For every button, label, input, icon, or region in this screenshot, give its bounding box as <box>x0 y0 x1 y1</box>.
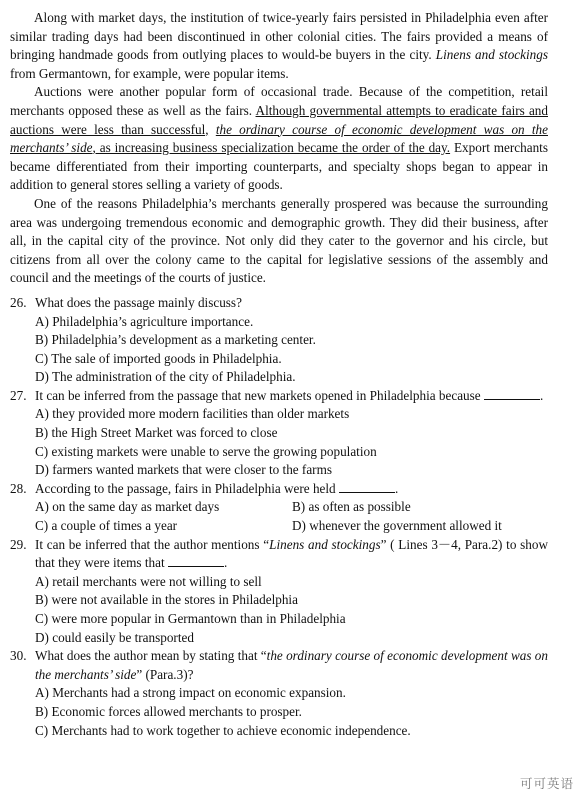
underlined-text: Although governmental attempts to eradicate fairs and auctions were less than successful, <box>10 102 548 137</box>
question-block <box>10 647 548 740</box>
watermark-logo: 可可英语 <box>519 776 574 792</box>
question-block <box>10 387 548 480</box>
text-run <box>209 122 216 137</box>
italic-text: Linens and stockings <box>435 47 548 63</box>
answer-option: B) were not available in the stores in Philadelphia <box>35 592 298 608</box>
question-stem <box>10 480 548 499</box>
answer-option: C) Merchants had to work together to achieve economic independence. <box>35 722 411 738</box>
text-run: One of the reasons Philadelphia’s merchants generally prospered was because the surrounding area was undergoing tremendous economic and demographic growth. They did their business, after all, in the capital city of the province. Not only did they cater to the governor and his circle, but citizens from all over the colony came to the capital for legislative sessions of the assembly and council and the meetings of the courts of justice. <box>10 195 548 286</box>
underlined-text: , as increasing business specialization became the order of the day. <box>92 140 451 156</box>
italic-text: Linens and stockings <box>269 536 381 552</box>
answer-option: A) Merchants had a strong impact on economic expansion. <box>35 685 346 701</box>
question-block <box>10 294 548 387</box>
text-run: . <box>223 555 228 571</box>
answer-blank <box>339 480 395 493</box>
text-run: What does the author mean by stating that “ <box>35 648 267 664</box>
text-run: ” ( Lines 3－4, Para.2) to show that they were items that <box>35 536 548 571</box>
question-stem <box>10 647 548 684</box>
question-stem <box>10 387 548 406</box>
answer-option: A) they provided more modern facilities than older markets <box>35 406 350 422</box>
answer-blank <box>168 554 224 567</box>
answer-option: C) The sale of imported goods in Philadelphia. <box>35 350 282 366</box>
answer-option-row <box>10 498 548 517</box>
answer-option: C) were more popular in Germantown than in Philadelphia <box>35 611 346 626</box>
text-run: Export merchants became differentiated from their importing counterparts, and specialty shops began to appear in addition to general stores selling a variety of goods. <box>10 140 548 193</box>
question-block <box>10 536 548 648</box>
question-number: 26. <box>10 294 27 310</box>
text-run: Along with market days, the institution of twice-yearly fairs persisted in Philadelphia even after similar trading days had been discontinued in other colonial cities. The fairs provided a means of bringing handmade goods from outlying places to would-be buyers in the city. <box>10 10 548 63</box>
answer-option: B) Philadelphia’s development as a marketing center. <box>35 332 316 348</box>
passage-paragraph-1 <box>10 9 548 83</box>
question-block <box>10 480 548 536</box>
answer-option: C) existing markets were unable to serve the growing population <box>35 443 377 459</box>
answer-option: B) Economic forces allowed merchants to prosper. <box>35 703 302 719</box>
text-run: ” (Para.3)? <box>136 666 194 682</box>
question-stem <box>10 294 548 313</box>
text-run: It can be inferred that the author mentions “ <box>35 536 270 552</box>
question-number: 29. <box>10 536 27 552</box>
question-stem <box>10 536 548 573</box>
answer-option: A) retail merchants were not willing to sell <box>35 573 262 589</box>
text-run: . <box>539 387 544 403</box>
text-run: What does the passage mainly discuss? <box>35 294 242 310</box>
answer-option: D) whenever the government allowed it <box>292 518 502 534</box>
passage-paragraph-2 <box>10 83 548 195</box>
answer-option: B) as often as possible <box>292 499 411 515</box>
question-number: 27. <box>10 387 27 403</box>
answer-option: D) The administration of the city of Philadelphia. <box>35 369 296 385</box>
question-list <box>10 294 548 740</box>
answer-option-row <box>10 517 548 536</box>
answer-option: A) Philadelphia’s agriculture importance. <box>35 313 254 329</box>
answer-option: D) could easily be transported <box>35 629 194 645</box>
question-number: 28. <box>10 480 27 496</box>
underlined-text: the ordinary course of economic development was on the merchants’ side <box>10 121 548 156</box>
answer-option: A) on the same day as market days <box>35 499 220 515</box>
text-run: According to the passage, fairs in Philadelphia were held <box>35 480 339 496</box>
document-page <box>10 9 548 740</box>
answer-option: D) farmers wanted markets that were closer to the farms <box>35 462 332 478</box>
text-run: It can be inferred from the passage that new markets opened in Philadelphia because <box>35 387 484 403</box>
text-run: Auctions were another popular form of occasional trade. Because of the competition, retail merchants opposed these as well as the fairs. <box>10 84 548 118</box>
answer-blank <box>484 387 540 400</box>
question-number: 30. <box>10 648 27 664</box>
reading-passage <box>10 9 548 288</box>
text-run: from Germantown, for example, were popular items. <box>10 65 289 81</box>
text-run: . <box>394 480 399 496</box>
italic-text: the ordinary course of economic development was on the merchants’ side <box>35 648 548 682</box>
answer-option: B) the High Street Market was forced to close <box>35 425 278 441</box>
passage-paragraph-3 <box>10 195 548 288</box>
answer-option: C) a couple of times a year <box>35 518 178 534</box>
